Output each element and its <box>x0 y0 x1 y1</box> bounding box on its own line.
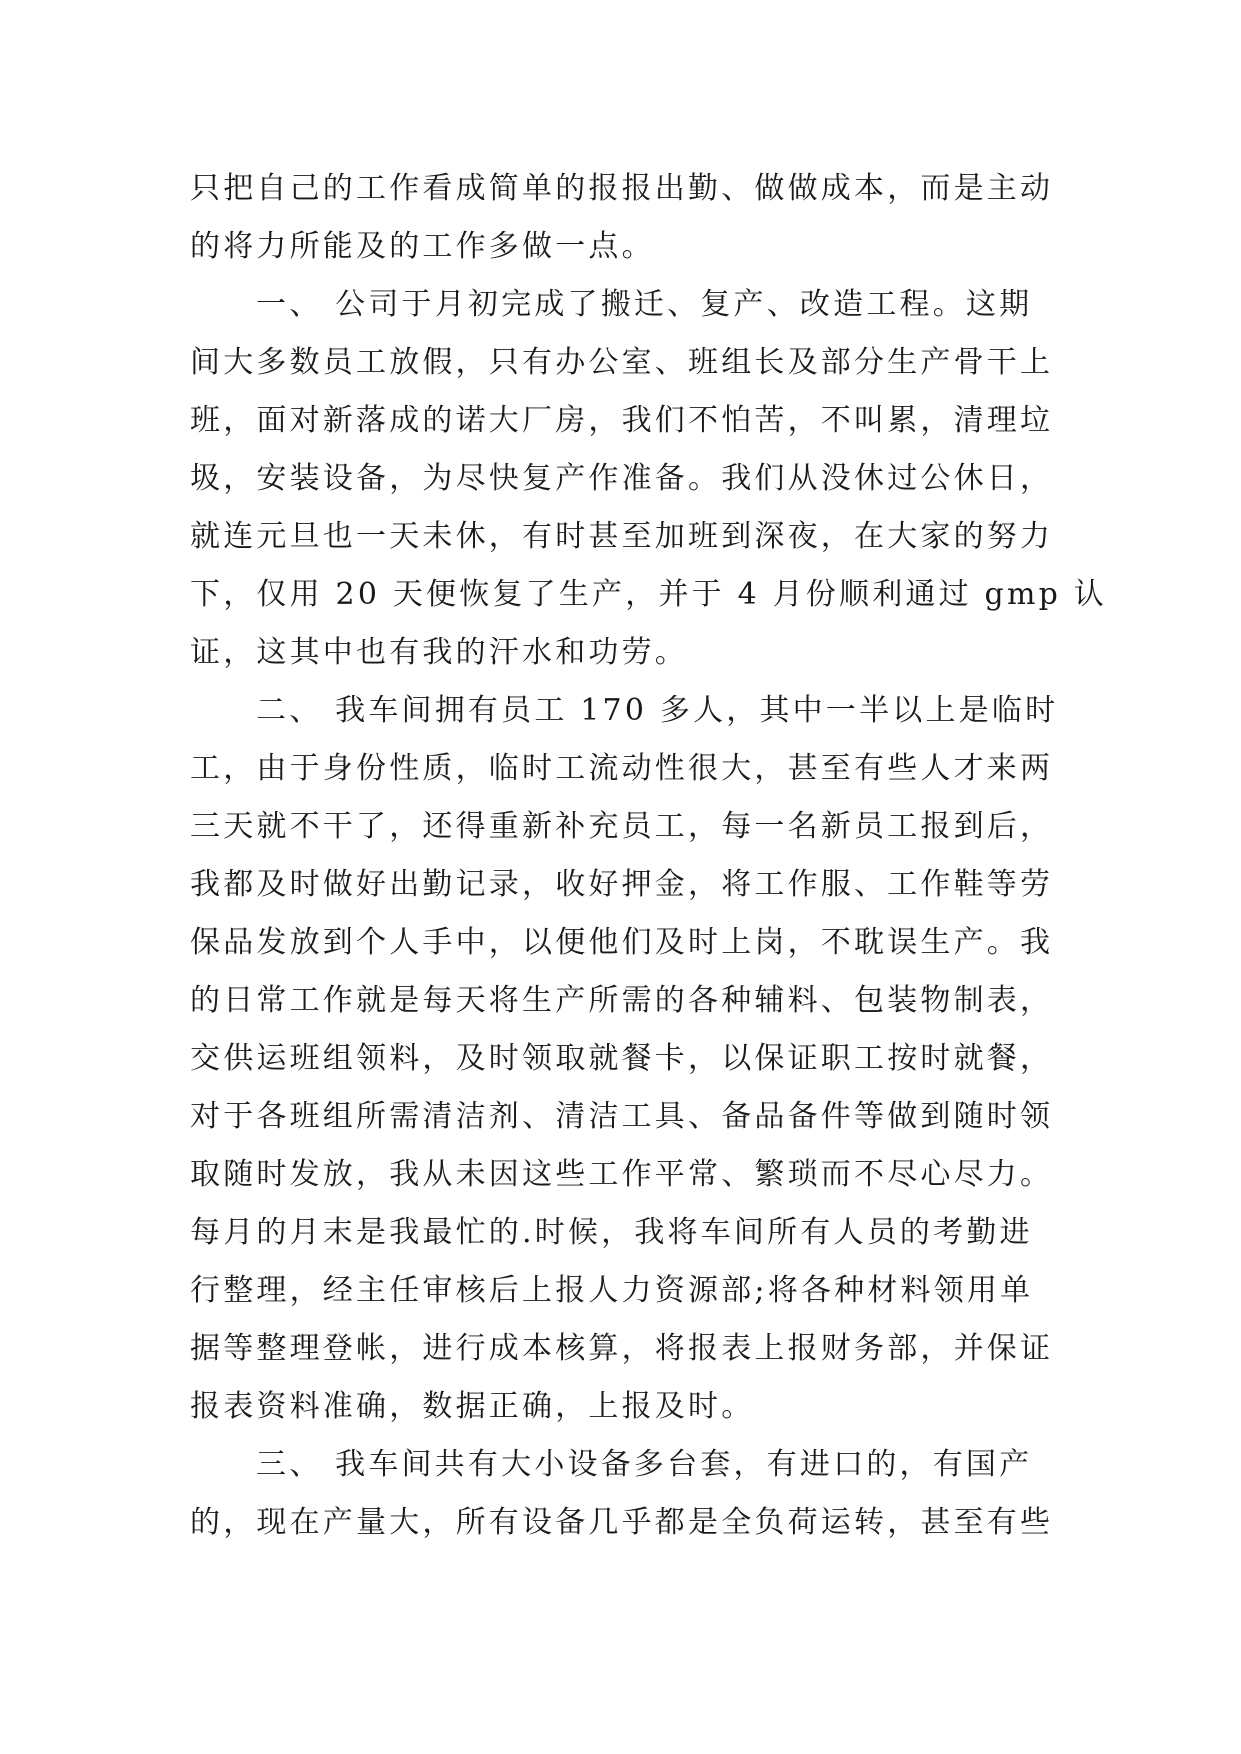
text-line: 证，这其中也有我的汗水和功劳。 <box>190 635 688 670</box>
text-line: 保品发放到个人手中，以便他们及时上岗，不耽误生产。我 <box>190 925 1054 960</box>
text-line: 我都及时做好出勤记录，收好押金，将工作服、工作鞋等劳 <box>190 867 1054 902</box>
text-line: 的，现在产量大，所有设备几乎都是全负荷运转，甚至有些 <box>190 1505 1054 1540</box>
text-line: 间大多数员工放假，只有办公室、班组长及部分生产骨干上 <box>190 345 1054 380</box>
text-line: 据等整理登帐，进行成本核算，将报表上报财务部，并保证 <box>190 1331 1054 1366</box>
text-line: 对于各班组所需清洁剂、清洁工具、备品备件等做到随时领 <box>190 1099 1054 1134</box>
text-line: 就连元旦也一天未休，有时甚至加班到深夜，在大家的努力 <box>190 519 1054 554</box>
text-line: 工，由于身份性质，临时工流动性很大，甚至有些人才来两 <box>190 751 1054 786</box>
paragraph-2-heading-line: 二、 我车间拥有员工 170 多人，其中一半以上是临时 <box>256 693 1059 728</box>
text-line: 交供运班组领料，及时领取就餐卡，以保证职工按时就餐， <box>190 1041 1054 1076</box>
text-line: 的日常工作就是每天将生产所需的各种辅料、包装物制表， <box>190 983 1054 1018</box>
text-line: 的将力所能及的工作多做一点。 <box>190 229 655 264</box>
text-line: 只把自己的工作看成简单的报报出勤、做做成本，而是主动 <box>190 171 1054 206</box>
text-line: 圾，安装设备，为尽快复产作准备。我们从没休过公休日， <box>190 461 1054 496</box>
text-line: 下，仅用 20 天便恢复了生产，并于 4 月份顺利通过 gmp 认 <box>190 577 1107 612</box>
text-line: 三天就不干了，还得重新补充员工，每一名新员工报到后， <box>190 809 1054 844</box>
text-line: 每月的月末是我最忙的.时候，我将车间所有人员的考勤进 <box>190 1215 1033 1250</box>
text-line: 报表资料准确，数据正确，上报及时。 <box>190 1389 755 1424</box>
text-line: 取随时发放，我从未因这些工作平常、繁琐而不尽心尽力。 <box>190 1157 1054 1192</box>
text-line: 行整理，经主任审核后上报人力资源部;将各种材料领用单 <box>190 1273 1034 1308</box>
paragraph-1-heading-line: 一、 公司于月初完成了搬迁、复产、改造工程。这期 <box>256 287 1033 322</box>
paragraph-3-heading-line: 三、 我车间共有大小设备多台套，有进口的，有国产 <box>256 1447 1033 1482</box>
document-body <box>190 160 1107 1552</box>
text-line: 班，面对新落成的诺大厂房，我们不怕苦，不叫累，清理垃 <box>190 403 1054 438</box>
